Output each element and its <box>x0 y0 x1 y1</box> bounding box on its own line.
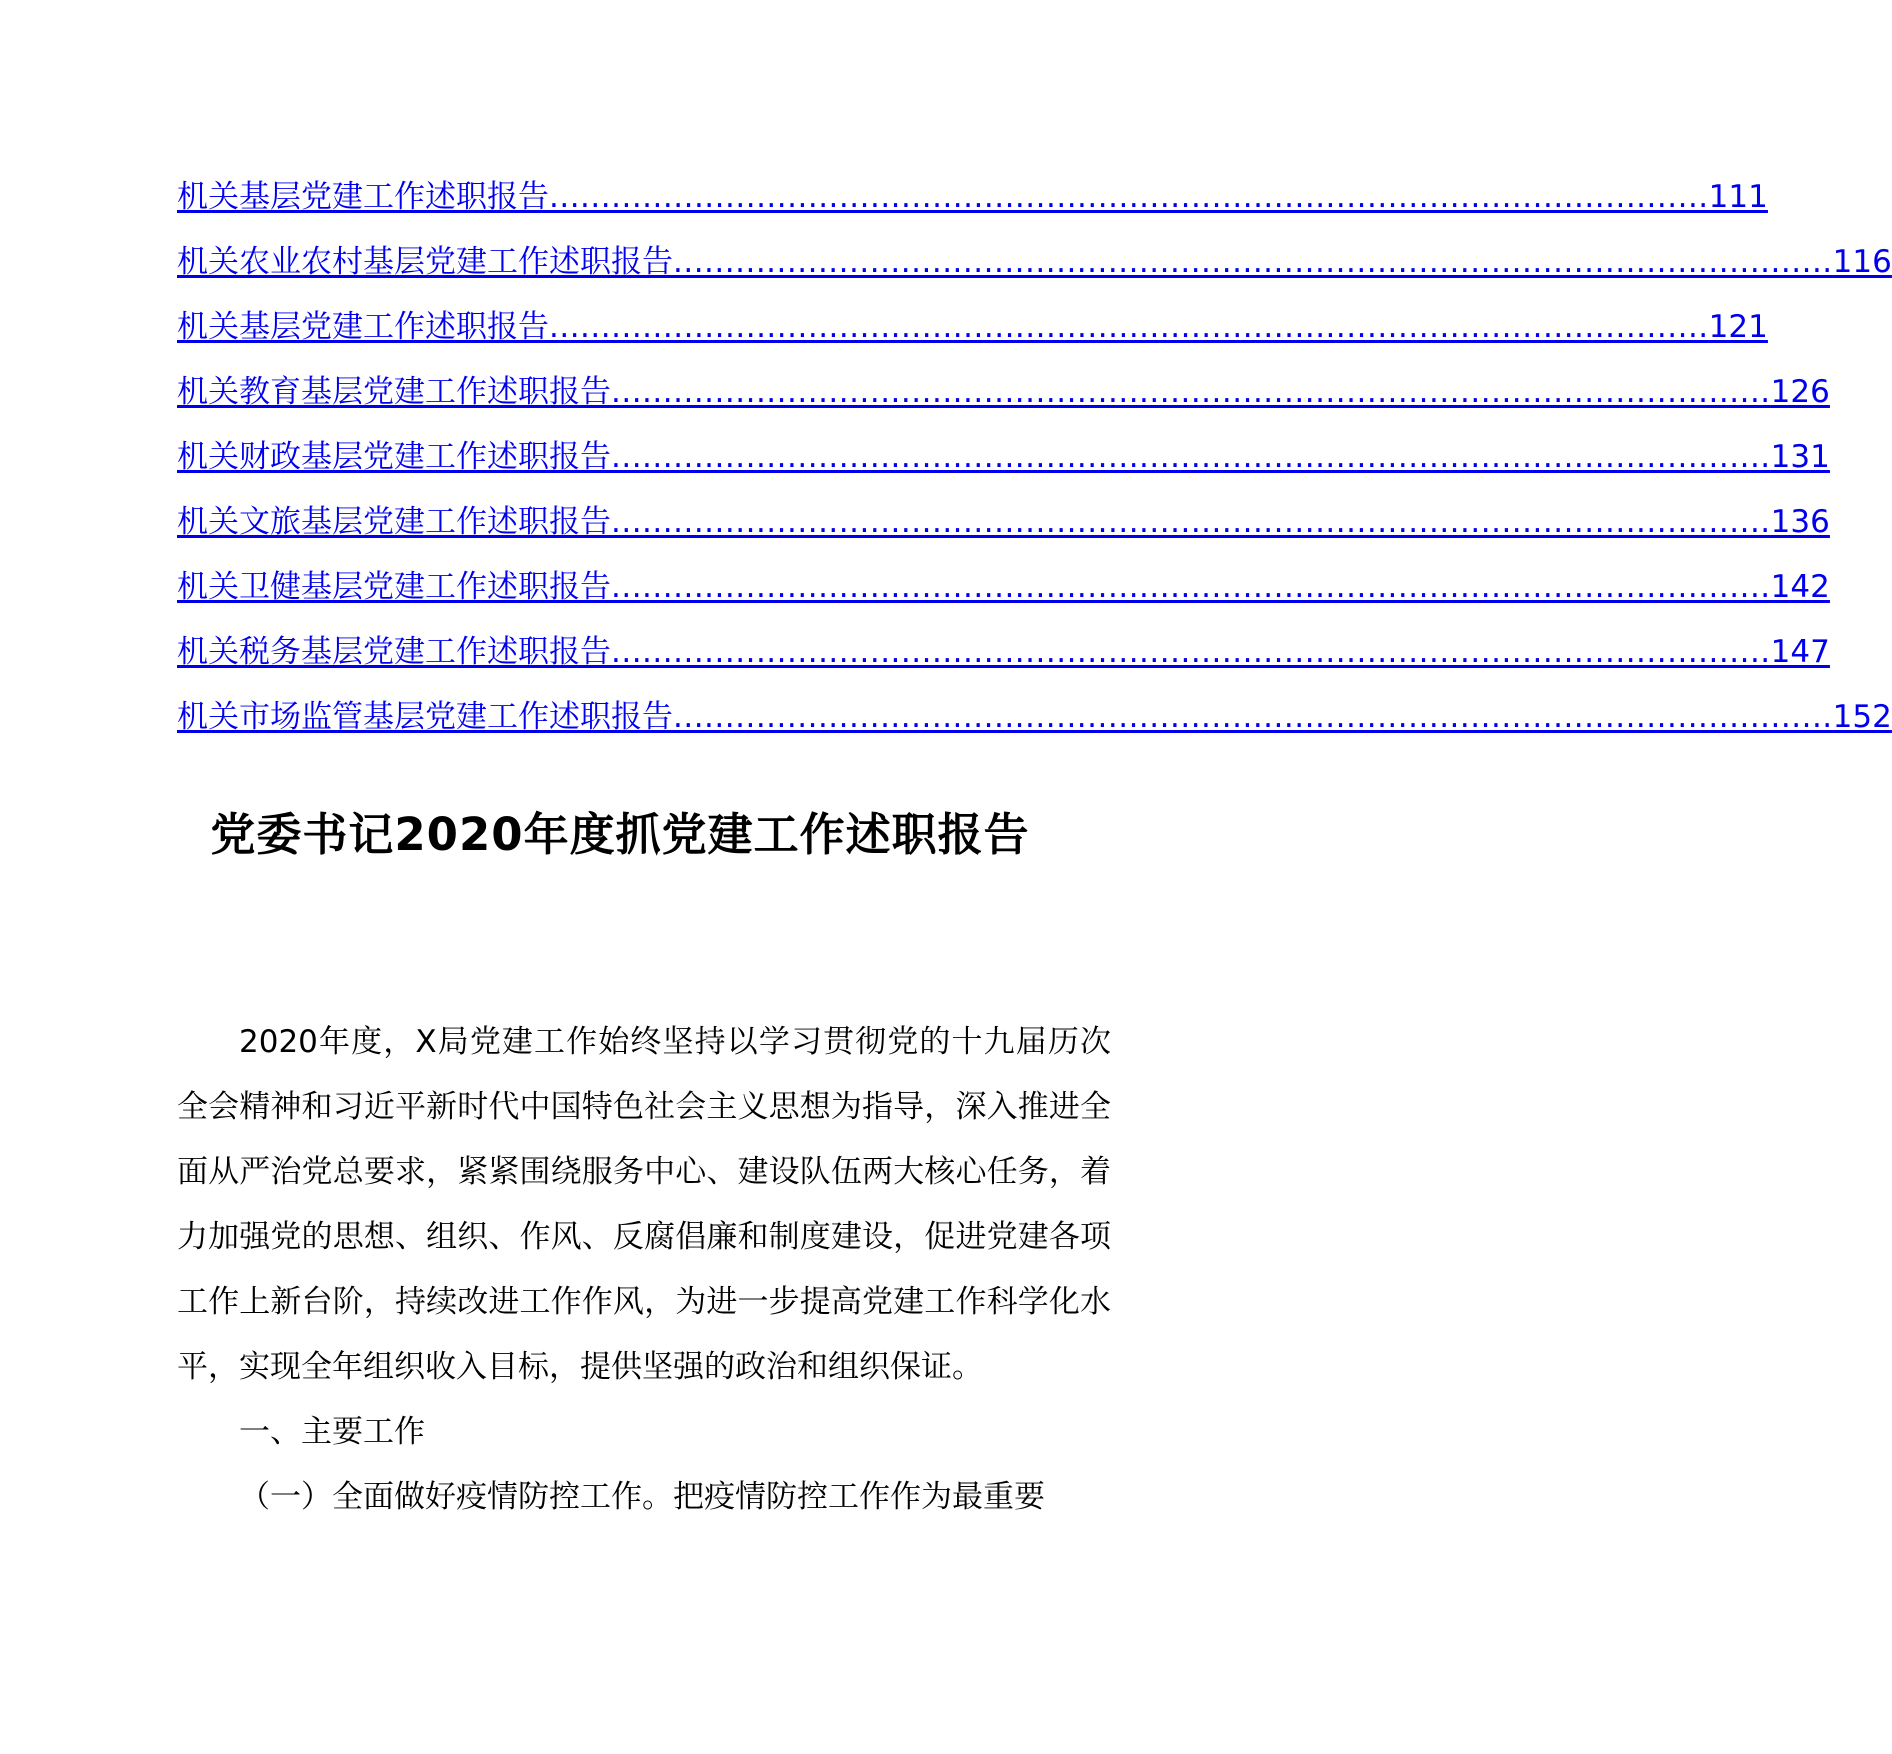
toc-entry-2[interactable] <box>177 233 1892 298</box>
toc-entry-4[interactable] <box>177 363 1830 428</box>
toc-dot-leader: ................................................................................................................ <box>549 179 1709 215</box>
toc-entry-title: 机关基层党建工作述职报告 <box>177 309 549 345</box>
toc-entry-title: 机关卫健基层党建工作述职报告 <box>177 569 611 605</box>
toc-page-number: 131 <box>1770 439 1830 475</box>
toc-entry-5[interactable] <box>177 428 1830 493</box>
subsection-paragraph: （一）全面做好疫情防控工作。把疫情防控工作作为最重要 <box>239 1479 1045 1515</box>
toc-page-number: 147 <box>1770 634 1830 670</box>
toc-entry-title: 机关农业农村基层党建工作述职报告 <box>177 244 673 280</box>
toc-page-number: 142 <box>1770 569 1830 605</box>
toc-entry-6[interactable] <box>177 493 1830 558</box>
document-title: 党委书记2020年度抓党建工作述职报告 <box>210 808 1030 861</box>
toc-dot-leader: ................................................................................................................ <box>673 244 1833 280</box>
toc-page-number: 111 <box>1708 179 1768 215</box>
toc-entry-title: 机关市场监管基层党建工作述职报告 <box>177 699 673 735</box>
toc-entry-9[interactable] <box>177 688 1892 753</box>
toc-entry-title: 机关文旅基层党建工作述职报告 <box>177 504 611 540</box>
document-body <box>177 1010 1111 1530</box>
toc-entry-title: 机关基层党建工作述职报告 <box>177 179 549 215</box>
table-of-contents <box>177 168 1892 753</box>
toc-dot-leader: ................................................................................................................ <box>611 634 1771 670</box>
toc-dot-leader: ................................................................................................................ <box>611 504 1771 540</box>
toc-page-number: 152 <box>1832 699 1892 735</box>
toc-page-number: 116 <box>1832 244 1892 280</box>
toc-entry-title: 机关教育基层党建工作述职报告 <box>177 374 611 410</box>
toc-page-number: 121 <box>1708 309 1768 345</box>
toc-dot-leader: ................................................................................................................ <box>549 309 1709 345</box>
toc-entry-title: 机关财政基层党建工作述职报告 <box>177 439 611 475</box>
toc-entry-8[interactable] <box>177 623 1830 688</box>
toc-dot-leader: ................................................................................................................ <box>611 439 1771 475</box>
toc-dot-leader: ................................................................................................................ <box>673 699 1833 735</box>
toc-entry-3[interactable] <box>177 298 1768 363</box>
toc-entry-1[interactable] <box>177 168 1768 233</box>
toc-page-number: 126 <box>1770 374 1830 410</box>
toc-page-number: 136 <box>1770 504 1830 540</box>
toc-entry-title: 机关税务基层党建工作述职报告 <box>177 634 611 670</box>
toc-dot-leader: ................................................................................................................ <box>611 374 1771 410</box>
intro-paragraph: 2020年度，X局党建工作始终坚持以学习贯彻党的十九届历次全会精神和习近平新时代中国特色社会主义思想为指导，深入推进全面从严治党总要求，紧紧围绕服务中心、建设队伍两大核心任务，着力加强党的思想、组织、作风、反腐倡廉和制度建设，促进党建各项工作上新台阶，持续改进工作作风，为进一步提高党建工作科学化水平，实现全年组织收入目标，提供坚强的政治和组织保证。 <box>177 1024 1111 1385</box>
toc-entry-7[interactable] <box>177 558 1830 623</box>
toc-dot-leader: ................................................................................................................ <box>611 569 1771 605</box>
section-heading: 一、主要工作 <box>239 1414 425 1450</box>
